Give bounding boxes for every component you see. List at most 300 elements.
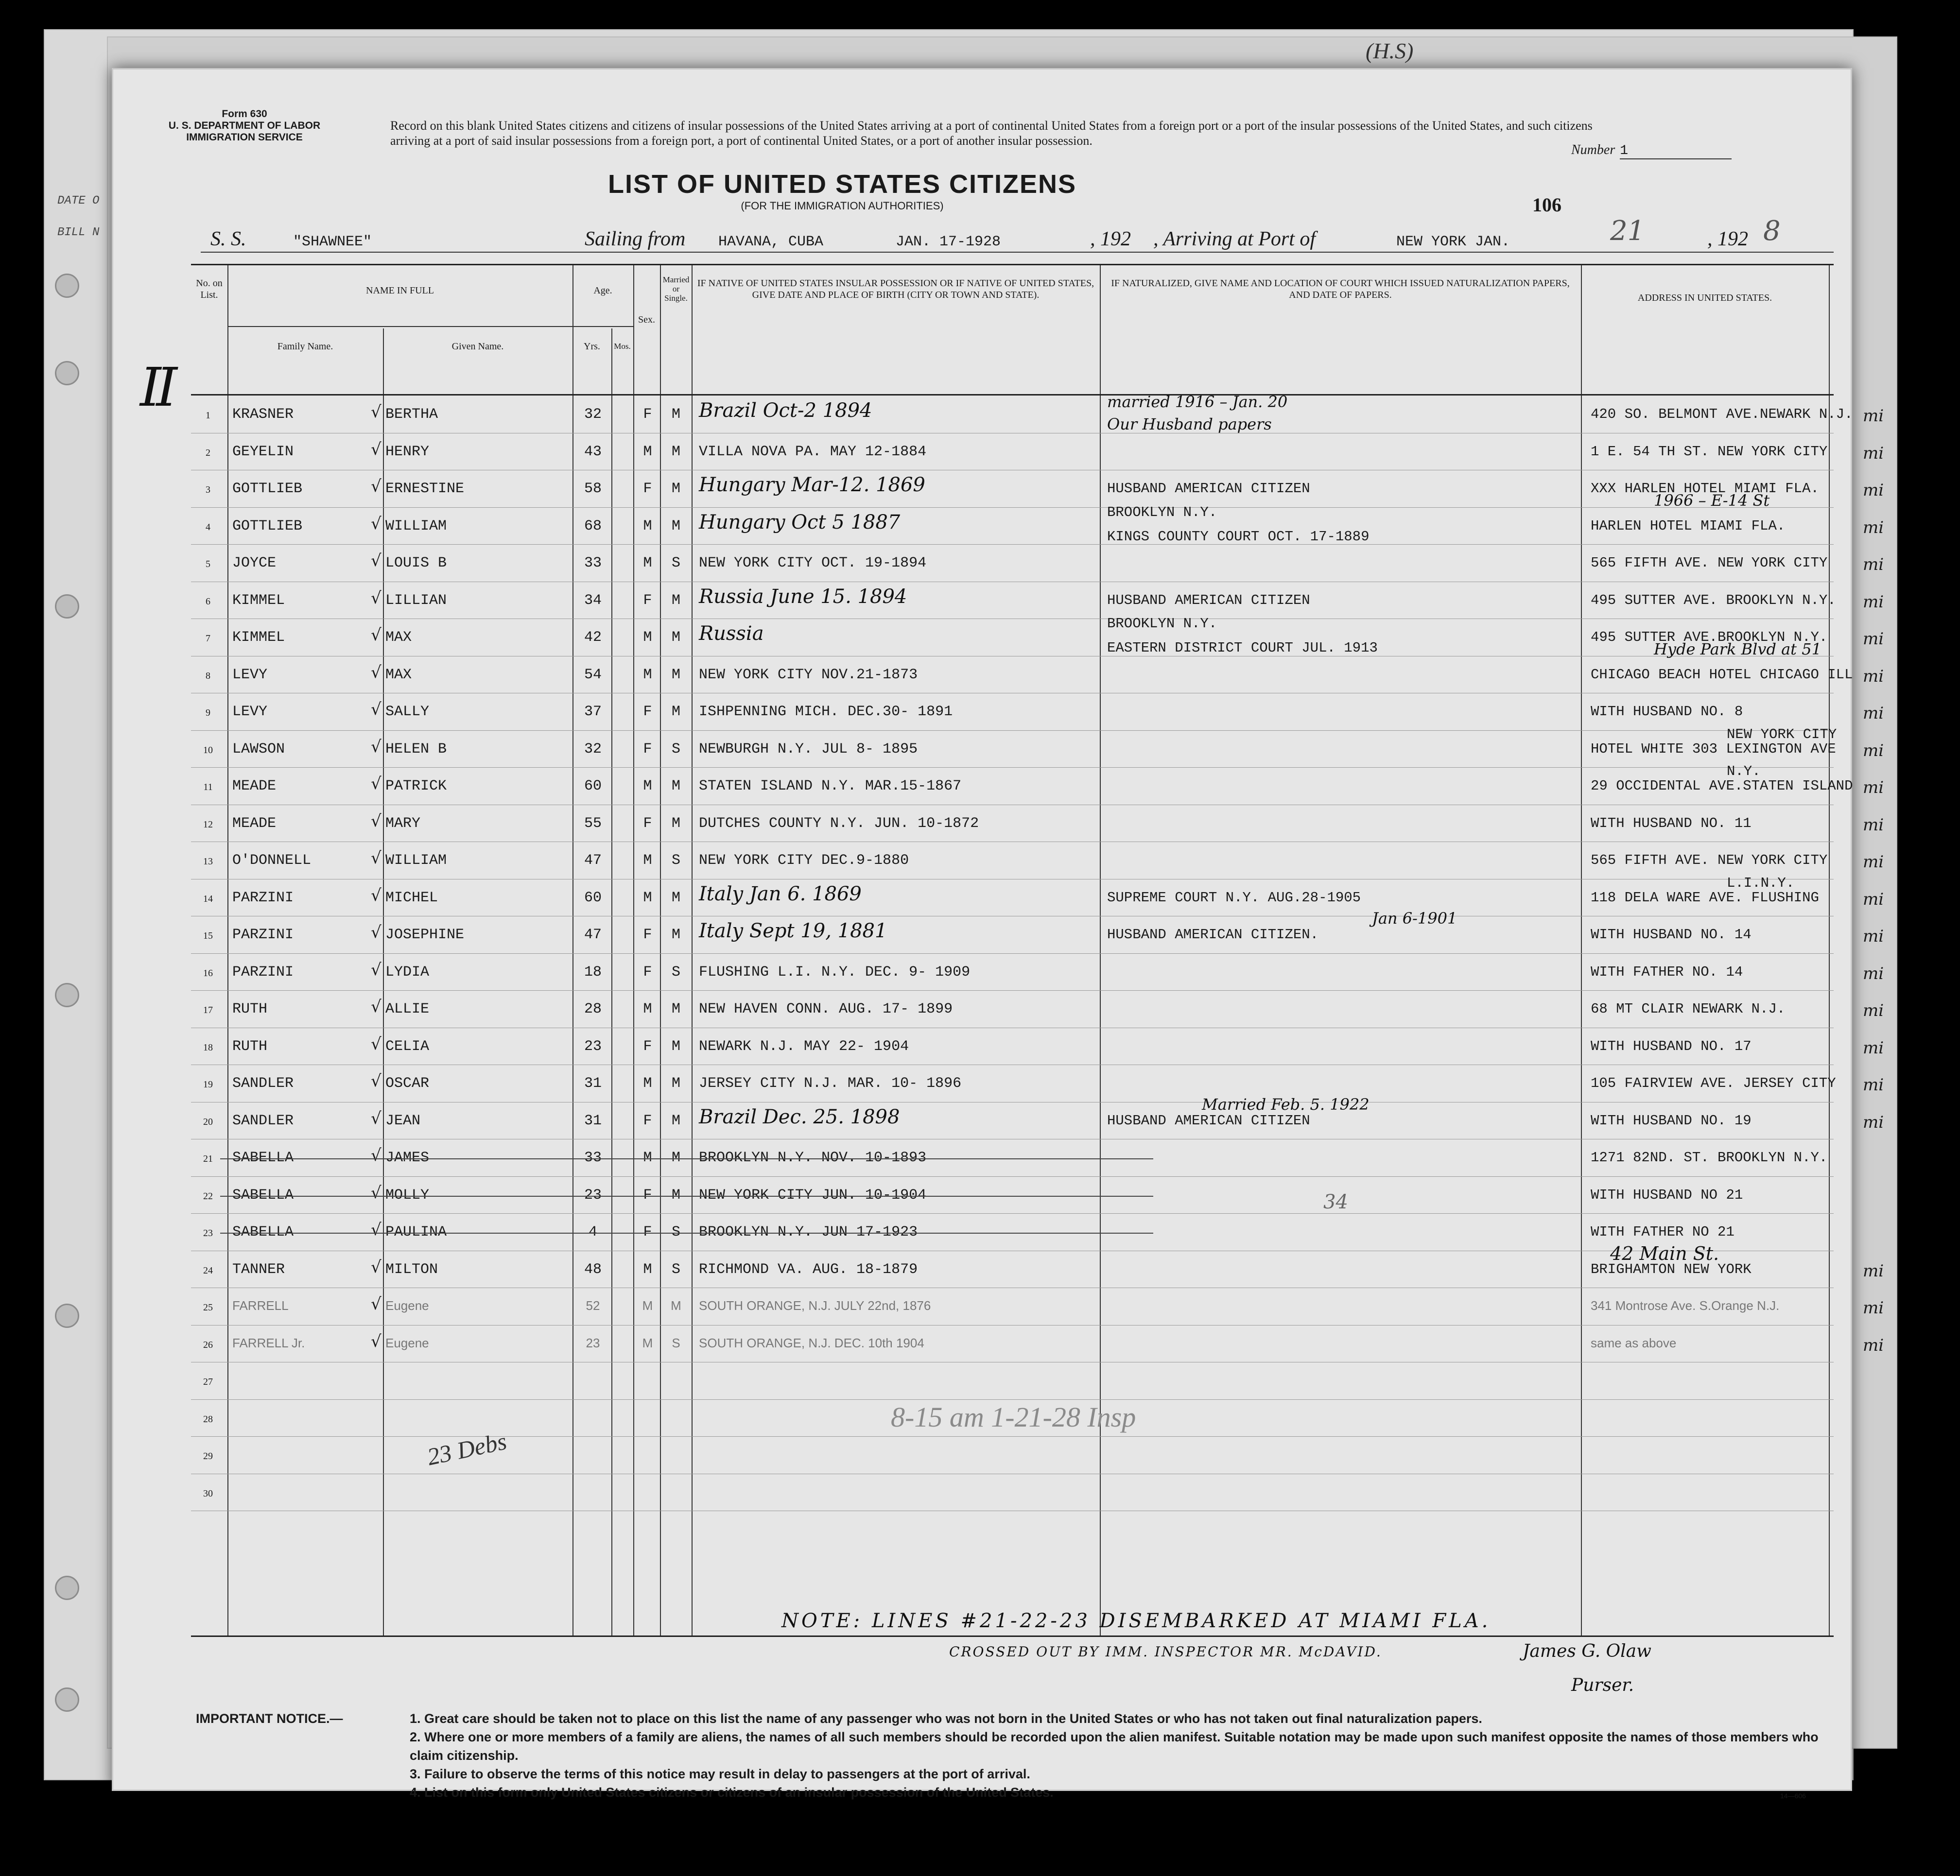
- age-years: 43: [584, 443, 602, 460]
- col-yrs: Yrs.: [584, 341, 600, 352]
- age-years: 32: [584, 406, 602, 423]
- clerk-mark: mi: [1863, 1261, 1884, 1281]
- us-address: 495 SUTTER AVE. BROOKLYN N.Y.: [1591, 592, 1836, 608]
- marital-status: M: [671, 1075, 680, 1092]
- check-mark-icon: √: [371, 1257, 382, 1277]
- row-number: 5: [206, 559, 210, 569]
- age-years: 32: [584, 740, 602, 757]
- naturalization: HUSBAND AMERICAN CITIZEN: [1107, 1112, 1310, 1129]
- check-mark-icon: √: [371, 960, 382, 980]
- tally-marks: II: [140, 356, 173, 418]
- us-address: WITH FATHER NO 21: [1591, 1224, 1735, 1240]
- row-number: 13: [203, 856, 213, 867]
- row-number: 4: [206, 521, 210, 533]
- check-mark-icon: √: [371, 1146, 382, 1165]
- check-mark-icon: √: [371, 588, 382, 608]
- table-row: [191, 393, 1884, 433]
- list-number: [1571, 142, 1732, 159]
- naturalization-pencil: 34: [1323, 1190, 1348, 1213]
- form-code: 14—606: [1780, 1792, 1806, 1800]
- family-name: GEYELIN: [232, 443, 294, 460]
- row-number: 26: [203, 1339, 213, 1350]
- inspector-signature: 8-15 am 1-21-28 Insp: [891, 1401, 1136, 1433]
- given-name: Eugene: [385, 1335, 429, 1350]
- birth-place-date: SOUTH ORANGE, N.J. JULY 22nd, 1876: [699, 1298, 931, 1313]
- given-name: MOLLY: [385, 1187, 430, 1204]
- check-mark-icon: √: [371, 439, 382, 459]
- sex: M: [643, 852, 652, 869]
- arriving-year: , 192: [1707, 228, 1748, 250]
- check-mark-icon: √: [371, 1331, 382, 1351]
- table-row: [191, 842, 1884, 879]
- clerk-mark: mi: [1863, 704, 1884, 723]
- age-years: 68: [584, 517, 602, 534]
- family-name: O'DONNELL: [232, 852, 312, 869]
- age-years: 4: [588, 1224, 597, 1240]
- row-number: 8: [206, 670, 210, 681]
- sex: F: [643, 815, 652, 832]
- address-line-top: 42 Main St.: [1610, 1242, 1719, 1264]
- family-name: PARZINI: [232, 927, 294, 943]
- sex: F: [643, 740, 652, 757]
- strike-through-line: [220, 1233, 1153, 1234]
- family-name: SABELLA: [232, 1224, 294, 1240]
- row-number: 27: [203, 1377, 213, 1387]
- clerk-mark: mi: [1863, 443, 1884, 463]
- address-annotation: Hyde Park Blvd at 51: [1654, 640, 1821, 658]
- row-number: 17: [203, 1005, 213, 1015]
- us-address: WITH FATHER NO. 14: [1591, 964, 1743, 980]
- corner-note: (H.S): [1366, 38, 1414, 63]
- row-number: 28: [203, 1413, 213, 1425]
- us-address: WITH HUSBAND NO. 19: [1591, 1112, 1752, 1129]
- us-address: 565 FIFTH AVE. NEW YORK CITY: [1591, 555, 1828, 571]
- check-mark-icon: √: [371, 1108, 382, 1128]
- family-name: LEVY: [232, 666, 268, 683]
- given-name: BERTHA: [385, 406, 438, 423]
- sailing-date: JAN. 17-1928: [896, 234, 1001, 250]
- check-mark-icon: √: [371, 700, 382, 719]
- family-name: SABELLA: [232, 1150, 294, 1166]
- col-no: No. on List.: [196, 278, 223, 300]
- age-years: 48: [584, 1261, 602, 1278]
- naturalization-line-2: Our Husband papers: [1107, 415, 1272, 433]
- form-id-block: [142, 108, 347, 143]
- arriving-label: , Arriving at Port of: [1153, 228, 1316, 250]
- birth-place-date: NEW YORK CITY NOV.21-1873: [699, 666, 918, 683]
- clerk-mark: mi: [1863, 927, 1884, 946]
- birth-place-date: DUTCHES COUNTY N.Y. JUN. 10-1872: [699, 815, 979, 832]
- table-row: [191, 1176, 1834, 1214]
- sex: F: [643, 1187, 652, 1204]
- marital-status: S: [671, 1224, 680, 1240]
- family-name: JOYCE: [232, 555, 277, 571]
- side-stamp-date: DATE O: [57, 194, 100, 207]
- marital-status: S: [671, 1261, 680, 1278]
- marital-status: S: [671, 740, 680, 757]
- marital-status: S: [671, 555, 680, 571]
- check-mark-icon: √: [371, 662, 382, 682]
- table-row: [191, 656, 1884, 694]
- marital-status: M: [671, 889, 680, 906]
- birth-place-date: Hungary Mar-12. 1869: [699, 474, 925, 496]
- check-mark-icon: √: [371, 811, 382, 831]
- family-name: FARRELL: [232, 1298, 289, 1313]
- row-number: 6: [206, 596, 210, 607]
- age-years: 23: [584, 1038, 602, 1055]
- birth-place-date: FLUSHING L.I. N.Y. DEC. 9- 1909: [699, 964, 971, 981]
- age-years: 52: [586, 1298, 600, 1313]
- row-number: 3: [206, 484, 210, 495]
- birth-place-date: ISHPENNING MICH. DEC.30- 1891: [699, 704, 953, 720]
- check-mark-icon: √: [371, 885, 382, 905]
- birth-place-date: NEW YORK CITY JUN. 10-1904: [699, 1187, 927, 1204]
- birth-place-date: NEWBURGH N.Y. JUL 8- 1895: [699, 740, 918, 757]
- us-address: XXX HARLEN HOTEL MIAMI FLA.: [1591, 481, 1819, 497]
- marital-status: S: [672, 1335, 680, 1350]
- given-name: MICHEL: [385, 889, 438, 906]
- age-years: 34: [584, 592, 602, 609]
- table-row: [191, 544, 1884, 582]
- strike-through-line: [220, 1196, 1153, 1197]
- punch-hole: [55, 1576, 79, 1600]
- arriving-day: 21: [1610, 215, 1645, 247]
- punch-hole: [55, 361, 79, 385]
- us-address: WITH HUSBAND NO. 11: [1591, 815, 1752, 831]
- naturalization: BROOKLYN N.Y.: [1107, 616, 1217, 632]
- us-address: 341 Montrose Ave. S.Orange N.J.: [1591, 1298, 1780, 1313]
- clerk-mark: mi: [1863, 481, 1884, 500]
- address-line-top: NEW YORK CITY: [1727, 726, 1837, 742]
- row-number: 2: [206, 447, 210, 458]
- family-name: FARRELL Jr.: [232, 1335, 305, 1350]
- given-name: LILLIAN: [385, 592, 447, 609]
- clerk-mark: mi: [1863, 592, 1884, 612]
- pencil-note: 23 Debs: [424, 1427, 509, 1471]
- strike-through-line: [220, 1158, 1153, 1159]
- given-name: JEAN: [385, 1112, 421, 1129]
- punch-hole: [55, 983, 79, 1007]
- us-address: same as above: [1591, 1335, 1677, 1350]
- sex: M: [643, 1150, 652, 1166]
- notice-item: 1. Great care should be taken not to place on this list the name of any passenger who was not born in the United States or who has not taken out final naturalization papers.: [410, 1711, 1482, 1726]
- table-row: [191, 1362, 1834, 1400]
- clerk-mark: mi: [1863, 555, 1884, 574]
- naturalization: HUSBAND AMERICAN CITIZEN.: [1107, 927, 1319, 943]
- manifest-sheet: [112, 68, 1884, 1800]
- family-name: MEADE: [232, 815, 277, 832]
- clerk-mark: mi: [1863, 740, 1884, 760]
- check-mark-icon: √: [371, 1034, 382, 1054]
- naturalization: SUPREME COURT N.Y. AUG.28-1905: [1107, 889, 1361, 906]
- birth-place-date: Russia: [699, 622, 764, 645]
- check-mark-icon: √: [371, 1183, 382, 1203]
- birth-place-date: BROOKLYN N.Y. NOV. 10-1893: [699, 1150, 927, 1166]
- col-age: Age.: [593, 285, 612, 296]
- table-row: [191, 1288, 1884, 1325]
- given-name: ALLIE: [385, 1001, 430, 1017]
- col-mos: Mos.: [614, 342, 631, 351]
- birth-place-date: Hungary Oct 5 1887: [699, 511, 901, 534]
- page-stamp: 106: [1532, 194, 1561, 216]
- age-years: 42: [584, 629, 602, 646]
- table-row: [191, 433, 1884, 471]
- age-years: 23: [584, 1187, 602, 1204]
- check-mark-icon: √: [371, 774, 382, 793]
- table-row: [191, 909, 1884, 954]
- family-name: TANNER: [232, 1261, 285, 1278]
- sex: F: [643, 1224, 652, 1240]
- marital-status: M: [671, 1001, 680, 1017]
- row-number: 21: [203, 1153, 213, 1164]
- birth-place-date: Russia June 15. 1894: [699, 585, 907, 608]
- us-address: BRIGHAMTON NEW YORK: [1591, 1261, 1752, 1277]
- age-years: 47: [584, 927, 602, 943]
- row-number: 10: [203, 744, 213, 756]
- clerk-mark: mi: [1863, 1075, 1884, 1095]
- clerk-mark: mi: [1863, 517, 1884, 537]
- naturalization-annotation: Jan 6-1901: [1372, 909, 1457, 928]
- table-row: [191, 1242, 1884, 1289]
- arriving-year-digit: 8: [1763, 215, 1781, 247]
- given-name: PATRICK: [385, 778, 447, 794]
- family-name: PARZINI: [232, 889, 294, 906]
- table-row: [191, 875, 1884, 917]
- sex: F: [643, 1112, 652, 1129]
- age-years: 37: [584, 704, 602, 720]
- family-name: KIMMEL: [232, 592, 285, 609]
- naturalization: HUSBAND AMERICAN CITIZEN: [1107, 592, 1310, 608]
- naturalization-line-2: EASTERN DISTRICT COURT JUL. 1913: [1107, 640, 1378, 656]
- clerk-mark: mi: [1863, 1298, 1884, 1318]
- punch-hole: [55, 594, 79, 619]
- birth-place-date: JERSEY CITY N.J. MAR. 10- 1896: [699, 1075, 962, 1092]
- sex: M: [643, 517, 652, 534]
- check-mark-icon: √: [371, 1294, 382, 1314]
- us-address: 105 FAIRVIEW AVE. JERSEY CITY: [1591, 1075, 1836, 1091]
- col-sex: Sex.: [638, 314, 655, 325]
- row-number: 1: [206, 410, 210, 421]
- marital-status: S: [671, 852, 680, 869]
- birth-place-date: BROOKLYN N.Y. JUN 17-1923: [699, 1224, 918, 1240]
- given-name: LOUIS B: [385, 555, 447, 571]
- clerk-mark: mi: [1863, 1038, 1884, 1058]
- sex: M: [643, 666, 652, 683]
- check-mark-icon: √: [371, 923, 382, 942]
- table-row: [191, 1474, 1834, 1512]
- age-years: 60: [584, 778, 602, 794]
- col-name: NAME IN FULL: [366, 285, 434, 296]
- family-name: SANDLER: [232, 1112, 294, 1129]
- check-mark-icon: √: [371, 1071, 382, 1091]
- purser-title: Purser.: [1571, 1675, 1634, 1695]
- given-name: HELEN B: [385, 740, 447, 757]
- family-name: SANDLER: [232, 1075, 294, 1092]
- notice-item: 2. Where one or more members of a family are aliens, the names of all such members should be recorded upon the alien manifest. Suitable notation may be made upon such manifest opposite the names of those members who claim citizenship.: [410, 1730, 1819, 1763]
- notice-item: 3. Failure to observe the terms of this notice may result in delay to passengers at the port of arrival.: [410, 1767, 1030, 1781]
- sex: M: [643, 555, 652, 571]
- clerk-mark: mi: [1863, 889, 1884, 909]
- row-number: 25: [203, 1302, 213, 1313]
- given-name: HENRY: [385, 443, 430, 460]
- clerk-mark: mi: [1863, 1335, 1884, 1355]
- row-number: 14: [203, 893, 213, 904]
- table-row: [191, 1213, 1834, 1251]
- marital-status: M: [671, 815, 680, 832]
- table-row: [191, 1095, 1884, 1140]
- marital-status: M: [671, 1112, 680, 1129]
- birth-place-date: RICHMOND VA. AUG. 18-1879: [699, 1261, 918, 1278]
- given-name: MAX: [385, 629, 412, 646]
- sex: M: [643, 889, 652, 906]
- check-mark-icon: √: [371, 848, 382, 868]
- family-name: GOTTLIEB: [232, 481, 303, 497]
- marital-status: M: [671, 406, 680, 423]
- us-address: 68 MT CLAIR NEWARK N.J.: [1591, 1001, 1786, 1017]
- check-mark-icon: √: [371, 625, 382, 645]
- punch-hole: [55, 1304, 79, 1328]
- check-mark-icon: √: [371, 997, 382, 1016]
- marital-status: M: [671, 1150, 680, 1166]
- age-years: 33: [584, 1150, 602, 1166]
- row-number: 18: [203, 1042, 213, 1053]
- table-row: [191, 1139, 1834, 1177]
- sex: M: [642, 1298, 653, 1313]
- sex: F: [643, 927, 652, 943]
- row-number: 12: [203, 819, 213, 830]
- sex: M: [643, 629, 652, 646]
- notice-items: [410, 1709, 1843, 1802]
- sex: M: [643, 778, 652, 794]
- marital-status: M: [671, 592, 680, 609]
- col-address: ADDRESS IN UNITED STATES.: [1637, 293, 1772, 303]
- table-row: [191, 726, 1884, 768]
- us-address: WITH HUSBAND NO. 14: [1591, 927, 1752, 943]
- form-department: U. S. DEPARTMENT OF LABOR: [168, 120, 321, 131]
- birth-place-date: Italy Sept 19, 1881: [699, 920, 887, 942]
- age-years: 18: [584, 964, 602, 981]
- birth-place-date: Brazil Dec. 25. 1898: [699, 1105, 900, 1128]
- naturalization: BROOKLYN N.Y.: [1107, 504, 1217, 520]
- row-number: 20: [203, 1116, 213, 1127]
- birth-place-date: NEW YORK CITY DEC.9-1880: [699, 852, 909, 869]
- year-prefix: , 192: [1090, 228, 1131, 250]
- us-address: CHICAGO BEACH HOTEL CHICAGO ILL: [1591, 666, 1853, 683]
- form-number: Form 630: [222, 108, 267, 120]
- marital-status: M: [671, 1038, 680, 1055]
- sex: F: [643, 1038, 652, 1055]
- punch-hole: [55, 1687, 79, 1712]
- check-mark-icon: √: [371, 551, 382, 570]
- row-number: 11: [203, 782, 213, 792]
- side-stamp-bill: BILL N: [57, 226, 100, 239]
- given-name: PAULINA: [385, 1224, 447, 1240]
- list-number-label: Number: [1571, 142, 1615, 157]
- col-given: Given Name.: [451, 341, 504, 352]
- marital-status: M: [671, 1298, 681, 1313]
- sailing-from: HAVANA, CUBA: [718, 234, 824, 250]
- row-number: 29: [203, 1451, 213, 1462]
- given-name: OSCAR: [385, 1075, 430, 1092]
- clerk-mark: mi: [1863, 1112, 1884, 1132]
- us-address: 1 E. 54 TH ST. NEW YORK CITY: [1591, 443, 1828, 460]
- given-name: SALLY: [385, 704, 430, 720]
- birth-place-date: Italy Jan 6. 1869: [699, 882, 862, 905]
- col-family: Family Name.: [277, 341, 333, 352]
- birth-place-date: SOUTH ORANGE, N.J. DEC. 10th 1904: [699, 1335, 924, 1350]
- address-line-top: N.Y.: [1727, 763, 1761, 779]
- birth-place-date: VILLA NOVA PA. MAY 12-1884: [699, 443, 927, 460]
- family-name: MEADE: [232, 778, 277, 794]
- address-line-top: L.I.N.Y.: [1727, 875, 1795, 891]
- row-number: 23: [203, 1228, 213, 1239]
- form-service: IMMIGRATION SERVICE: [186, 132, 303, 143]
- notice-lead: IMPORTANT NOTICE.—: [196, 1711, 343, 1726]
- clerk-mark: mi: [1863, 852, 1884, 872]
- sex: F: [643, 406, 652, 423]
- sex: M: [643, 1075, 652, 1092]
- age-years: 23: [586, 1335, 600, 1350]
- family-name: LEVY: [232, 704, 268, 720]
- us-address: 1271 82ND. ST. BROOKLYN N.Y.: [1591, 1150, 1828, 1166]
- row-number: 24: [203, 1265, 213, 1276]
- birth-place-date: NEWARK N.J. MAY 22- 1904: [699, 1038, 909, 1055]
- check-mark-icon: √: [371, 402, 382, 422]
- ss-label: S. S.: [210, 228, 246, 250]
- table-row: [191, 953, 1884, 991]
- list-number-value: 1: [1620, 143, 1732, 159]
- sex: F: [643, 592, 652, 609]
- punch-hole: [55, 274, 79, 298]
- us-address: WITH HUSBAND NO. 8: [1591, 704, 1743, 720]
- marital-status: S: [671, 964, 680, 981]
- address-annotation: 1966 – E-14 St: [1654, 491, 1770, 510]
- family-name: GOTTLIEB: [232, 517, 303, 534]
- marital-status: M: [671, 927, 680, 943]
- us-address: 29 OCCIDENTAL AVE.STATEN ISLAND: [1591, 778, 1853, 794]
- sex: M: [642, 1335, 653, 1350]
- family-name: LAWSON: [232, 740, 285, 757]
- sex: F: [643, 481, 652, 497]
- given-name: WILLIAM: [385, 517, 447, 534]
- given-name: MARY: [385, 815, 421, 832]
- row-number: 9: [206, 707, 210, 718]
- marital-status: M: [671, 443, 680, 460]
- col-married: Married or Single.: [662, 275, 690, 303]
- marital-status: M: [671, 778, 680, 794]
- us-address: 565 FIFTH AVE. NEW YORK CITY: [1591, 852, 1828, 868]
- us-address: HOTEL WHITE 303 LEXINGTON AVE: [1591, 740, 1836, 757]
- naturalization-annotation: Married Feb. 5. 1922: [1202, 1095, 1370, 1114]
- age-years: 33: [584, 555, 602, 571]
- given-name: Eugene: [385, 1298, 429, 1313]
- table-row: [191, 1065, 1884, 1102]
- table-row: [191, 616, 1884, 658]
- arriving-port: NEW YORK JAN.: [1396, 234, 1510, 250]
- birth-place-date: NEW YORK CITY OCT. 19-1894: [699, 555, 927, 571]
- marital-status: M: [671, 666, 680, 683]
- family-name: KRASNER: [232, 406, 294, 423]
- clerk-mark: mi: [1863, 666, 1884, 686]
- clerk-mark: mi: [1863, 629, 1884, 649]
- age-years: 28: [584, 1001, 602, 1017]
- row-number: 30: [203, 1488, 213, 1499]
- clerk-mark: mi: [1863, 964, 1884, 983]
- ship-name: "SHAWNEE": [293, 234, 372, 250]
- marital-status: M: [671, 517, 680, 534]
- table-row: [191, 990, 1884, 1028]
- given-name: WILLIAM: [385, 852, 447, 869]
